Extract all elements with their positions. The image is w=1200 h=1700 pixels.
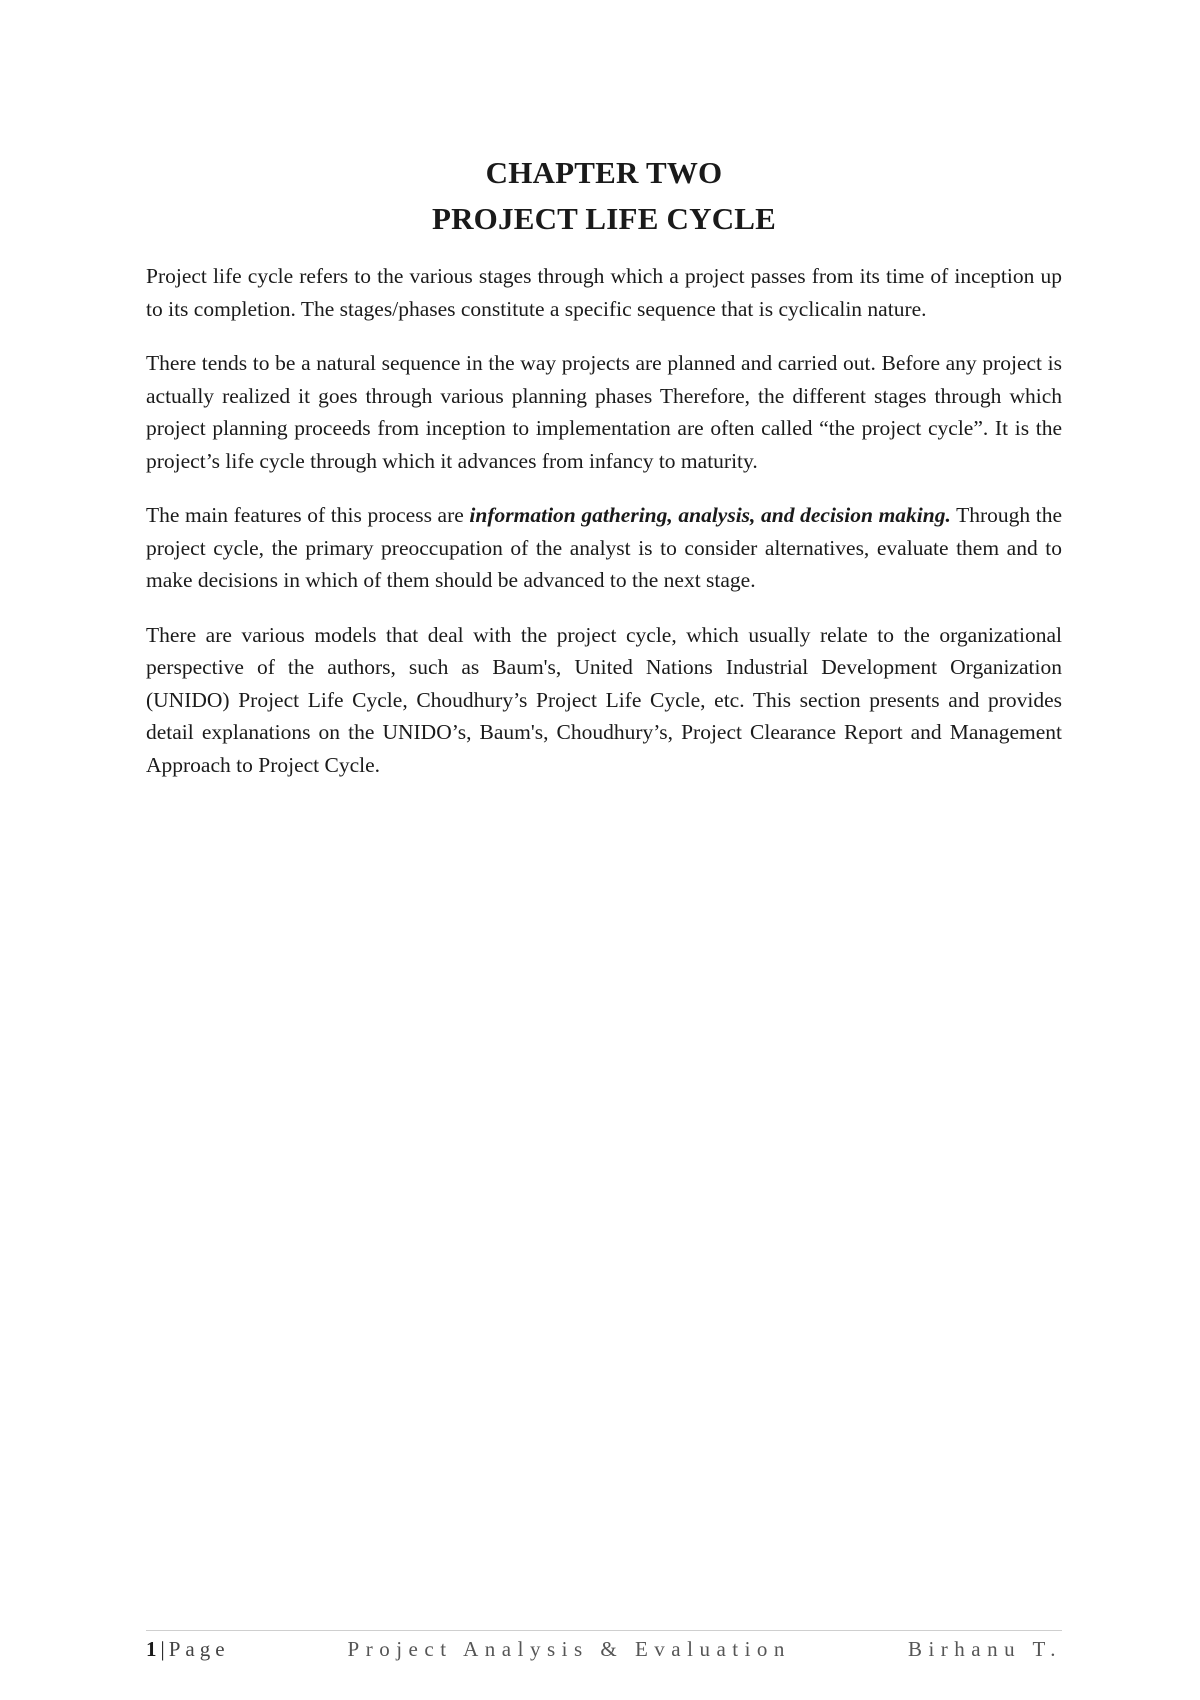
page-number: 1 bbox=[146, 1637, 157, 1661]
paragraph-main-features bbox=[146, 499, 1062, 597]
page-label: Page bbox=[168, 1637, 230, 1661]
chapter-number-heading: CHAPTER TWO bbox=[485, 155, 723, 190]
footer-course-title: Project Analysis & Evaluation bbox=[347, 1637, 791, 1661]
footer-author: Birhanu T. bbox=[907, 1637, 1062, 1661]
footer-separator: | bbox=[160, 1637, 165, 1661]
main-features-intro: The main features of this process are bbox=[146, 503, 470, 527]
chapter-title-heading: PROJECT LIFE CYCLE bbox=[431, 201, 777, 236]
main-features-rest: Through the project cycle, the primary preoccupation of the analyst is to consider alternatives, evaluate them and to make decisions in which of them should be advanced to the next stage. bbox=[146, 503, 1062, 592]
page-footer bbox=[146, 1630, 1062, 1662]
page-content bbox=[146, 150, 1062, 803]
main-features-emphasis: information gathering, analysis, and decision making. bbox=[469, 503, 951, 527]
paragraph-natural-sequence: There tends to be a natural sequence in the way projects are planned and carried out. Before any project is actually realized it goes through various planning phases Therefore, the different stages through which project planning proceeds from inception to implementation are often called “the project cycle”. It is the project’s life cycle through which it advances from infancy to maturity. bbox=[146, 351, 1062, 473]
paragraph-models: There are various models that deal with the project cycle, which usually relate to the organizational perspective of the authors, such as Baum's, United Nations Industrial Development Organization (UNIDO) Project Life Cycle, Choudhury’s Project Life Cycle, etc. This section presents and provides detail explanations on the UNIDO’s, Baum's, Choudhury’s, Project Clearance Report and Management Approach to Project Cycle. bbox=[146, 622, 1062, 777]
paragraph-definition: Project life cycle refers to the various stages through which a project passes from its time of inception up to its completion. The stages/phases constitute a specific sequence that is cyclicalin nature. bbox=[146, 264, 1062, 321]
